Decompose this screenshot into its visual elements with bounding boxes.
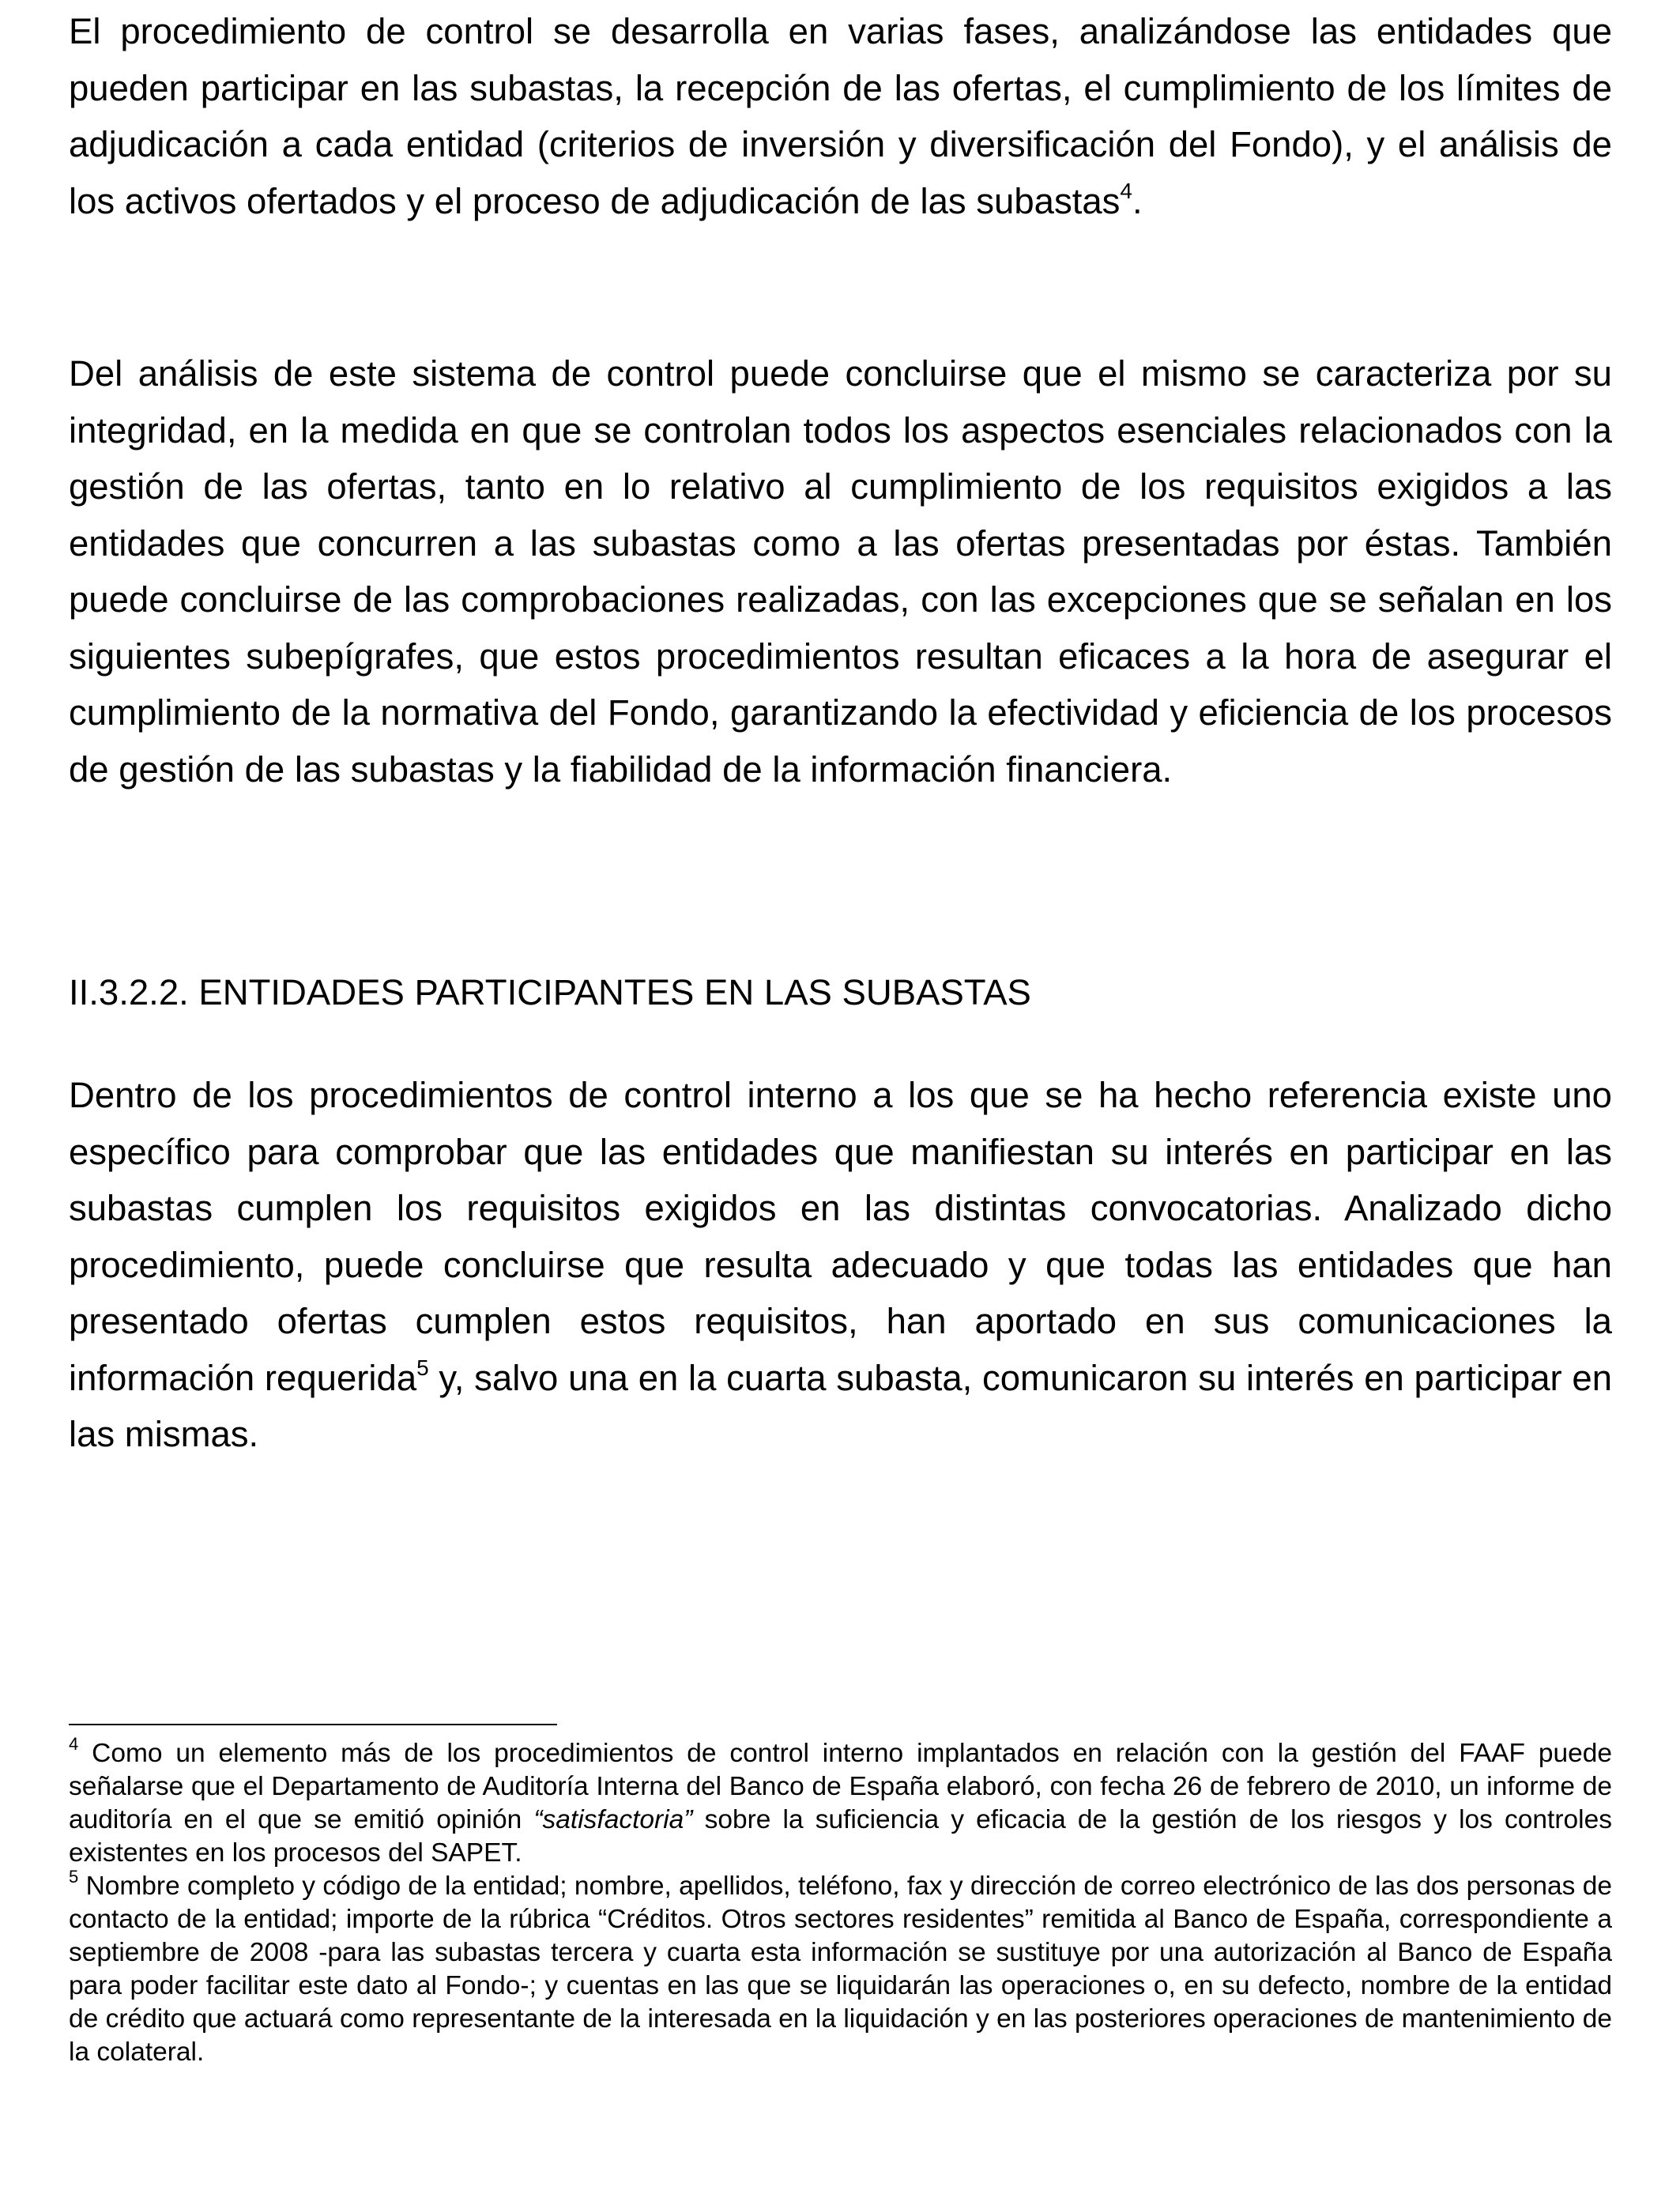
footnote-text-continued: sobre la suficiencia y eficacia de la gestión de los riesgos y los controles existentes en los procesos del SAPET. <box>69 1805 1612 1868</box>
paragraph-control-procedure <box>69 3 1612 229</box>
footnote-ref-5[interactable]: 5 <box>416 1355 429 1381</box>
footnote-marker: 5 <box>69 1866 79 1887</box>
footnote-ref-4[interactable]: 4 <box>1120 179 1132 204</box>
footnotes-section <box>69 1733 1612 2069</box>
section-heading: II.3.2.2. ENTIDADES PARTICIPANTES EN LAS SUBASTAS <box>69 972 1031 1012</box>
footnote-text: Nombre completo y código de la entidad; nombre, apellidos, teléfono, fax y dirección de correo electrónico de las dos personas de contacto de la entidad; importe de la rúbrica “Créditos. Otros sectores residentes” remitida al Banco de España, correspondiente a septiembre de 2008 -para las subastas tercera y cuarta esta información se sustituye por una autorización al Banco de España para poder facilitar este dato al Fondo-; y cuentas en las que se liquidarán las operaciones o, en su defecto, nombre de la entidad de crédito que actuará como representante de la interesada en la liquidación y en las posteriores operaciones de mantenimiento de la colateral. <box>69 1872 1612 2067</box>
paragraph-end: . <box>1132 180 1143 221</box>
footnote-separator <box>69 1724 557 1725</box>
paragraph-analysis-conclusion: Del análisis de este sistema de control puede concluirse que el mismo se caracteriza por su integridad, en la medida en que se controlan todos los aspectos esenciales relacionados con la gestión de las ofertas, tanto en lo relativo al cumplimiento de los requisitos exigidos a las entidades que concurren a las subastas como a las ofertas presentadas por éstas. También puede concluirse de las comprobaciones realizadas, con las excepciones que se señalan en los siguientes subepígrafes, que estos procedimientos resultan eficaces a la hora de asegurar el cumplimiento de la normativa del Fondo, garantizando la efectividad y eficiencia de los procesos de gestión de las subastas y la fiabilidad de la información financiera. <box>69 353 1612 790</box>
paragraph-participating-entities <box>69 1067 1612 1463</box>
paragraph-text-continued: y, salvo una en la cuarta subasta, comunicaron su interés en participar en las mismas. <box>69 1357 1612 1454</box>
paragraph-text: El procedimiento de control se desarrolla en varias fases, analizándose las entidades que pueden participar en las subastas, la recepción de las ofertas, el cumplimiento de los límites de adjudicación a cada entidad (criterios de inversión y diversificación del Fondo), y el análisis de los activos ofertados y el proceso de adjudicación de las subastas <box>69 11 1612 221</box>
footnote-italic-quote: “satisfactoria” <box>533 1805 693 1834</box>
footnote-marker: 4 <box>69 1733 79 1754</box>
footnote-4 <box>69 1733 1612 1870</box>
footnote-text: Como un elemento más de los procedimientos de control interno implantados en relación con la gestión del FAAF puede señalarse que el Departamento de Auditoría Interna del Banco de España elaboró, con fecha 26 de febrero de 2010, un informe de auditoría en el que se emitió opinión <box>69 1739 1612 1834</box>
paragraph-text: Dentro de los procedimientos de control interno a los que se ha hecho referencia existe uno específico para comprobar que las entidades que manifiestan su interés en participar en las subastas cumplen los requisitos exigidos en las distintas convocatorias. Analizado dicho procedimiento, puede concluirse que resulta adecuado y que todas las entidades que han presentado ofertas cumplen estos requisitos, han aportado en sus comunicaciones la información requerida <box>69 1075 1612 1398</box>
document-page <box>69 0 1612 2194</box>
footnote-5 <box>69 1866 1612 2069</box>
